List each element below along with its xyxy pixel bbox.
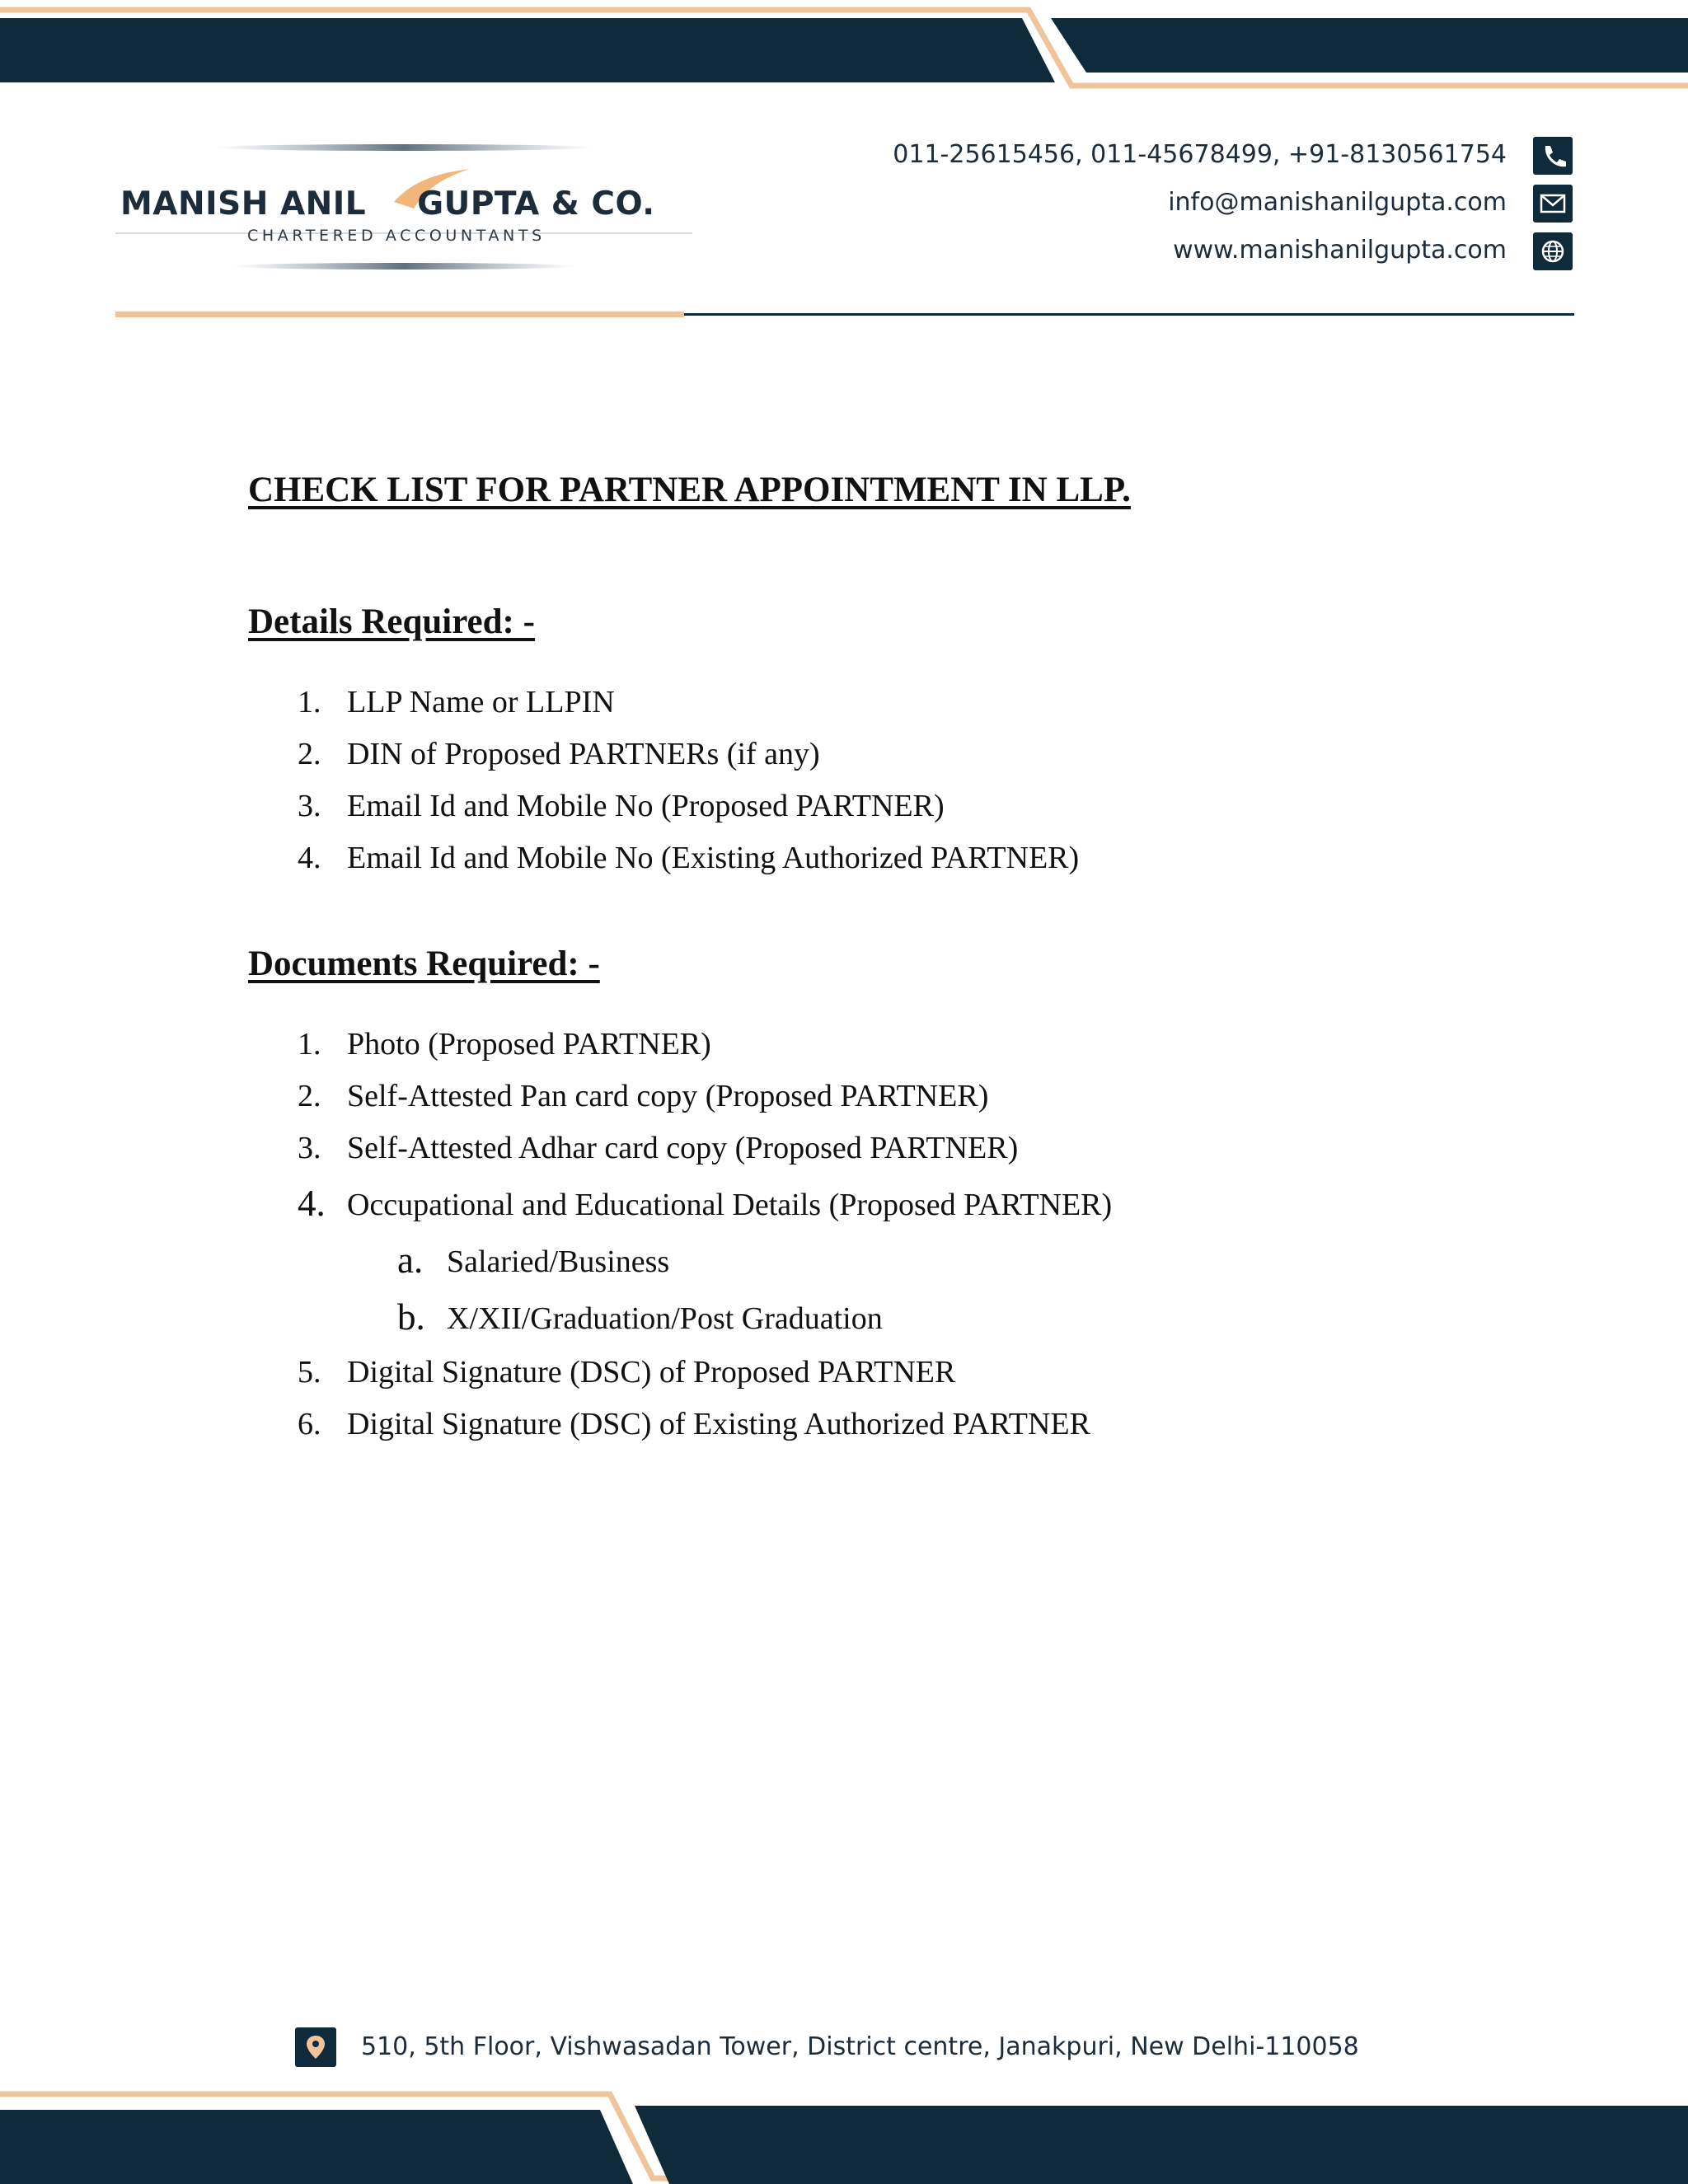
contact-phones: 011-25615456, 011-45678499, +91-8130561754 (893, 140, 1507, 169)
phone-icon (1533, 137, 1573, 175)
firm-subtitle: CHARTERED ACCOUNTANTS (247, 227, 546, 245)
document-title: CHECK LIST FOR PARTNER APPOINTMENT IN LLP. (248, 471, 1131, 509)
footer-band (0, 2089, 1688, 2184)
firm-name: MANISH ANIL GUPTA & CO. (120, 185, 655, 223)
details-heading: Details Required: - (248, 602, 535, 641)
location-pin-icon (295, 2027, 336, 2067)
contact-email[interactable]: info@manishanilgupta.com (1168, 188, 1507, 217)
header-divider (115, 309, 1574, 319)
firm-logo (115, 136, 692, 276)
documents-heading: Documents Required: - (248, 944, 600, 983)
mail-icon (1533, 185, 1573, 223)
contact-website[interactable]: www.manishanilgupta.com (1173, 236, 1507, 265)
footer-address: 510, 5th Floor, Vishwasadan Tower, District centre, Janakpuri, New Delhi-110058 (361, 2032, 1359, 2061)
globe-icon (1533, 232, 1573, 270)
header-band (0, 0, 1688, 91)
